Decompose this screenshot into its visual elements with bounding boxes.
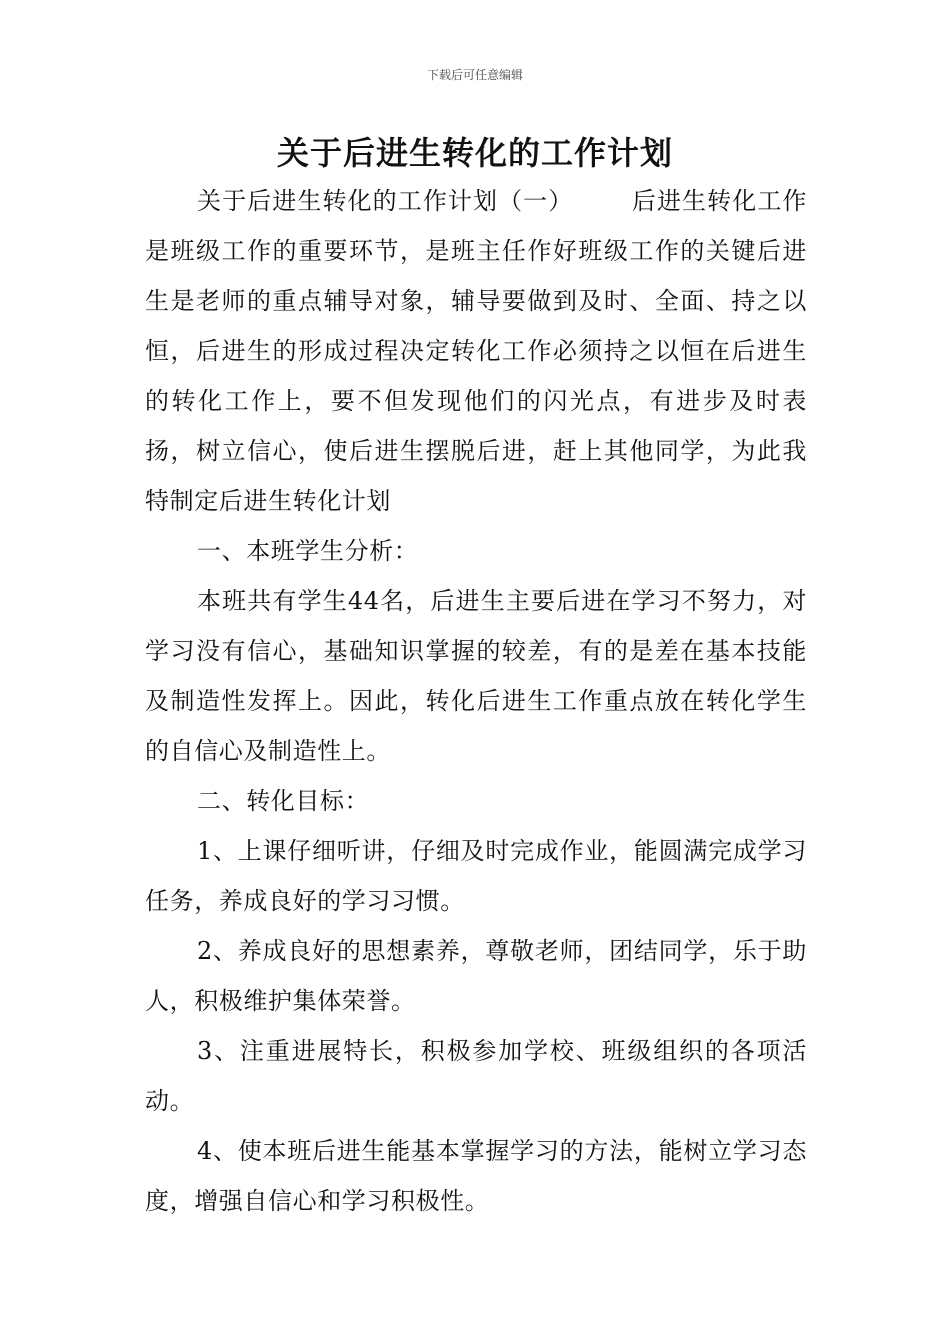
- section-2-heading: 二、转化目标：: [197, 787, 370, 815]
- document-title: 关于后进生转化的工作计划: [276, 134, 673, 172]
- goal-item-4: 4、使本班后进生能基本掌握学习的方法，能树立学习态度，增强自信心和学习积极性。: [145, 1137, 807, 1215]
- page-header-text: 下载后可任意编辑: [426, 68, 523, 82]
- goal-item-3: 3、注重进展特长，积极参加学校、班级组织的各项活动。: [145, 1037, 807, 1115]
- section-1-text: 本班共有学生44名，后进生主要后进在学习不努力，对学习没有信心，基础知识掌握的较差，有的是差在基本技能及制造性发挥上。因此，转化后进生工作重点放在转化学生的自信心及制造性上。: [145, 587, 807, 765]
- section-1-heading: 一、本班学生分析：: [197, 537, 419, 565]
- intro-text: 后进生转化工作是班级工作的重要环节，是班主任作好班级工作的关键后进生是老师的重点辅导对象，辅导要做到及时、全面、持之以恒，后进生的形成过程决定转化工作必须持之以恒在后进生的转化工作上，要不但发现他们的闪光点，有进步及时表扬，树立信心，使后进生摆脱后进，赶上其他同学，为此我特制定后进生转化计划: [145, 187, 808, 515]
- intro-subtitle: 关于后进生转化的工作计划（一）: [197, 187, 574, 215]
- intro-paragraph: [145, 176, 807, 526]
- document-body: [145, 176, 807, 1226]
- goal-item-2: 2、养成良好的思想素养，尊敬老师，团结同学，乐于助人，积极维护集体荣誉。: [145, 937, 807, 1015]
- goal-item-1: 1、上课仔细听讲，仔细及时完成作业，能圆满完成学习任务，养成良好的学习习惯。: [145, 837, 807, 915]
